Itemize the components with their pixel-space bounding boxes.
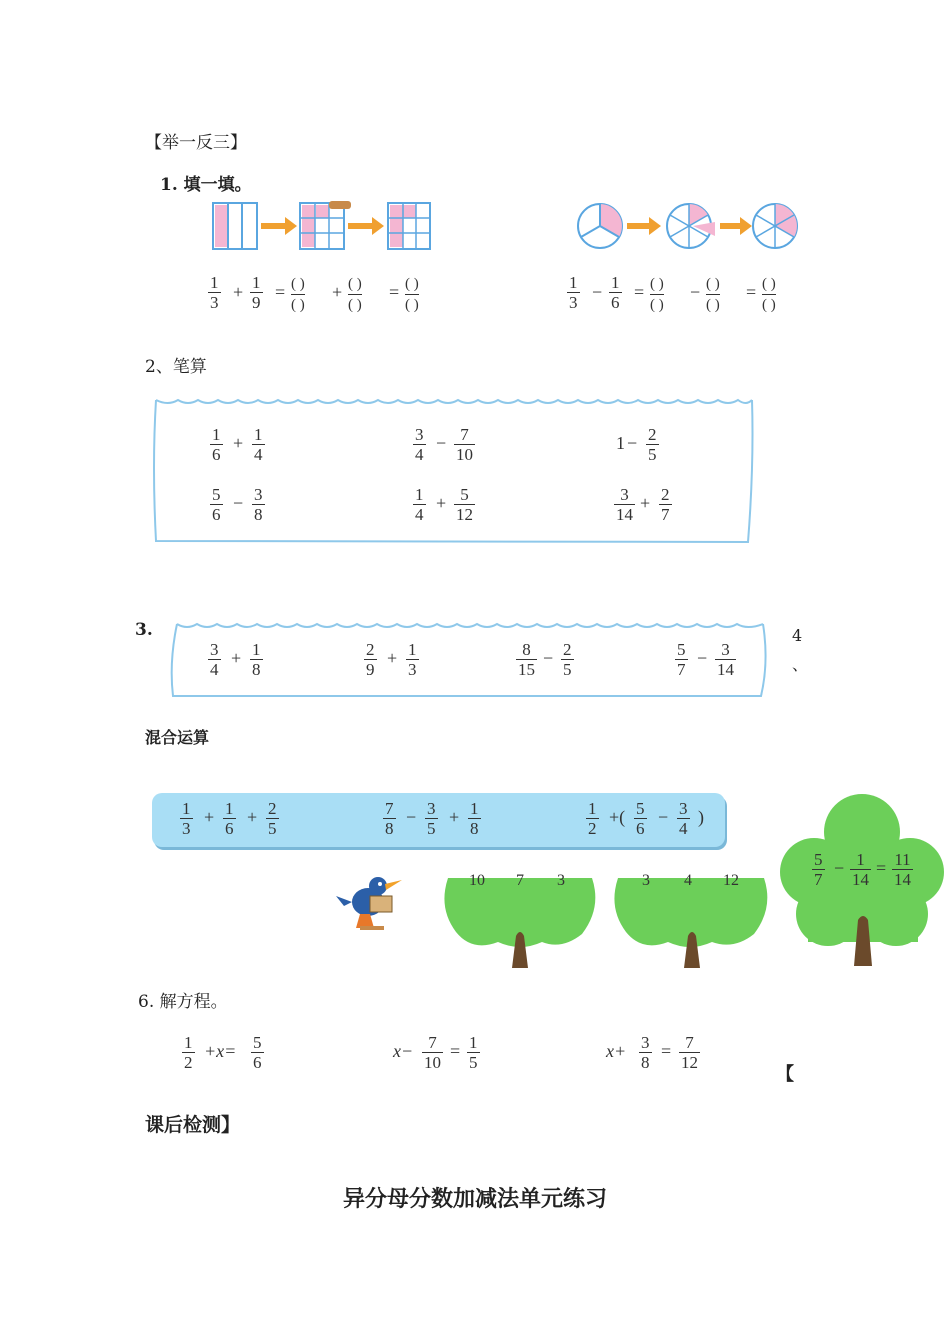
q2-p4-b: $\frac{3}{8}$: [254, 485, 263, 524]
plus-sign: +: [332, 282, 343, 302]
q3-p1-b: $\frac{1}{8}$: [252, 640, 261, 679]
q2-p5-b: $\frac{5}{12}$: [456, 485, 473, 524]
q4-e1-a: $\frac{1}{3}$: [182, 799, 191, 838]
q6-eq3-a: $\frac{3}{8}$: [641, 1033, 650, 1072]
q2-p2-a: $\frac{3}{4}$: [415, 425, 424, 464]
q6-eq2-r: $\frac{1}{5}$: [469, 1033, 478, 1072]
q3-p4-a: $\frac{5}{7}$: [677, 640, 686, 679]
tree-2-digit: 4: [684, 872, 692, 889]
minus-sign: −: [690, 282, 701, 302]
minus-sign: −: [543, 648, 554, 668]
q4-label: 混合运算: [145, 728, 210, 747]
minus-sign: −: [592, 282, 603, 302]
q3-p2-b: $\frac{1}{3}$: [408, 640, 417, 679]
answer-blank[interactable]: ( ) ( ): [291, 276, 305, 313]
q4-e1-b: $\frac{1}{6}$: [225, 799, 234, 838]
minus-sign: −: [697, 648, 708, 668]
q6-eq3-pre: x+: [606, 1041, 627, 1061]
bird-icon: [330, 872, 410, 934]
q4-e1-c: $\frac{2}{5}$: [268, 799, 277, 838]
q2-p1-a: $\frac{1}{6}$: [212, 425, 221, 464]
minus-sign: −: [627, 433, 638, 453]
section-header: 【举一反三】: [145, 133, 247, 153]
q1-label: 1. 填一填。: [160, 175, 252, 195]
answer-blank[interactable]: ( ) ( ): [405, 276, 419, 313]
q1-left-frac-b: $\frac{1}{9}$: [252, 273, 261, 312]
q2-p3-whole: 1: [616, 433, 625, 453]
q1-right-diagram: [575, 198, 805, 256]
tree-3-frac-a: $\frac{5}{7}$: [814, 850, 823, 889]
q6-eq2-pre: x−: [393, 1041, 414, 1061]
q2-p2-b: $\frac{7}{10}$: [456, 425, 473, 464]
equals-sign: =: [389, 282, 400, 302]
close-paren: ): [698, 807, 704, 827]
q1-left-frac-a: $\frac{1}{3}$: [210, 273, 219, 312]
after-class-bracket: 【: [776, 1064, 794, 1085]
plus-sign: +: [387, 648, 398, 668]
tree-2-digit: 3: [642, 872, 650, 889]
plus-sign: +: [449, 807, 460, 827]
plus-sign: +: [233, 433, 244, 453]
q1-right-frac-a: $\frac{1}{3}$: [569, 273, 578, 312]
q1-right-frac-b: $\frac{1}{6}$: [611, 273, 620, 312]
q4-e3-b: $\frac{5}{6}$: [636, 799, 645, 838]
q3-p2-a: $\frac{2}{9}$: [366, 640, 375, 679]
answer-blank[interactable]: ( ) ( ): [762, 276, 776, 313]
q6-eq1-a: $\frac{1}{2}$: [184, 1033, 193, 1072]
minus-sign: −: [436, 433, 447, 453]
answer-blank[interactable]: ( ) ( ): [706, 276, 720, 313]
minus-sign: −: [658, 807, 669, 827]
minus-sign: −: [233, 493, 244, 513]
q4-e2-c: $\frac{1}{8}$: [470, 799, 479, 838]
q4-separator: 、: [792, 655, 809, 674]
plus-paren: +(: [609, 807, 626, 827]
equals-sign: =: [661, 1041, 672, 1061]
q4-e2-b: $\frac{3}{5}$: [427, 799, 436, 838]
equals-sign: =: [746, 282, 757, 302]
q3-p3-a: $\frac{8}{15}$: [518, 640, 535, 679]
q6-eq3-r: $\frac{7}{12}$: [681, 1033, 698, 1072]
tree-1: [442, 878, 597, 970]
q6-eq2-a: $\frac{7}{10}$: [424, 1033, 441, 1072]
plus-sign: +: [231, 648, 242, 668]
q2-p4-a: $\frac{5}{6}$: [212, 485, 221, 524]
q2-p6-a: $\frac{3}{14}$: [616, 485, 633, 524]
q4-e2-a: $\frac{7}{8}$: [385, 799, 394, 838]
tree-1-digit: 3: [557, 872, 565, 889]
q3-p3-b: $\frac{2}{5}$: [563, 640, 572, 679]
tree-2: [612, 878, 770, 970]
equals-sign: =: [450, 1041, 461, 1061]
q2-p3-b: $\frac{2}{5}$: [648, 425, 657, 464]
plus-sign: +: [204, 807, 215, 827]
q3-p1-a: $\frac{3}{4}$: [210, 640, 219, 679]
tree-1-digit: 7: [516, 872, 524, 889]
tree-1-digit: 10: [469, 872, 485, 889]
q6-eq1-mid: +x=: [204, 1041, 237, 1061]
minus-sign: −: [406, 807, 417, 827]
tree-3-frac-b: $\frac{1}{14}$: [852, 850, 869, 889]
equals-sign: =: [275, 282, 286, 302]
plus-sign: +: [233, 282, 244, 302]
q4-number: 4: [792, 626, 803, 645]
answer-blank[interactable]: ( ) ( ): [650, 276, 664, 313]
tree-3-result: $\frac{11}{14}$: [894, 850, 911, 889]
q2-p1-b: $\frac{1}{4}$: [254, 425, 263, 464]
q3-label: 3.: [135, 620, 153, 640]
minus-sign: −: [834, 858, 845, 878]
q6-label: 6. 解方程。: [138, 992, 228, 1012]
q2-scroll-frame: [148, 386, 763, 551]
tree-2-digit: 12: [723, 872, 739, 889]
page-title: 异分母分数加减法单元练习: [342, 1187, 607, 1212]
q2-p6-b: $\frac{2}{7}$: [661, 485, 670, 524]
q2-label: 2、笔算: [145, 357, 207, 377]
q2-p5-a: $\frac{1}{4}$: [415, 485, 424, 524]
plus-sign: +: [436, 493, 447, 513]
answer-blank[interactable]: ( ) ( ): [348, 276, 362, 313]
after-class-label: 课后检测】: [145, 1114, 241, 1136]
q4-e3-c: $\frac{3}{4}$: [679, 799, 688, 838]
q1-left-diagram: [205, 195, 445, 255]
equals-sign: =: [634, 282, 645, 302]
equals-sign: =: [876, 858, 887, 878]
plus-sign: +: [247, 807, 258, 827]
q6-eq1-r: $\frac{5}{6}$: [253, 1033, 262, 1072]
q4-e3-a: $\frac{1}{2}$: [588, 799, 597, 838]
plus-sign: +: [640, 493, 651, 513]
q3-p4-b: $\frac{3}{14}$: [717, 640, 734, 679]
